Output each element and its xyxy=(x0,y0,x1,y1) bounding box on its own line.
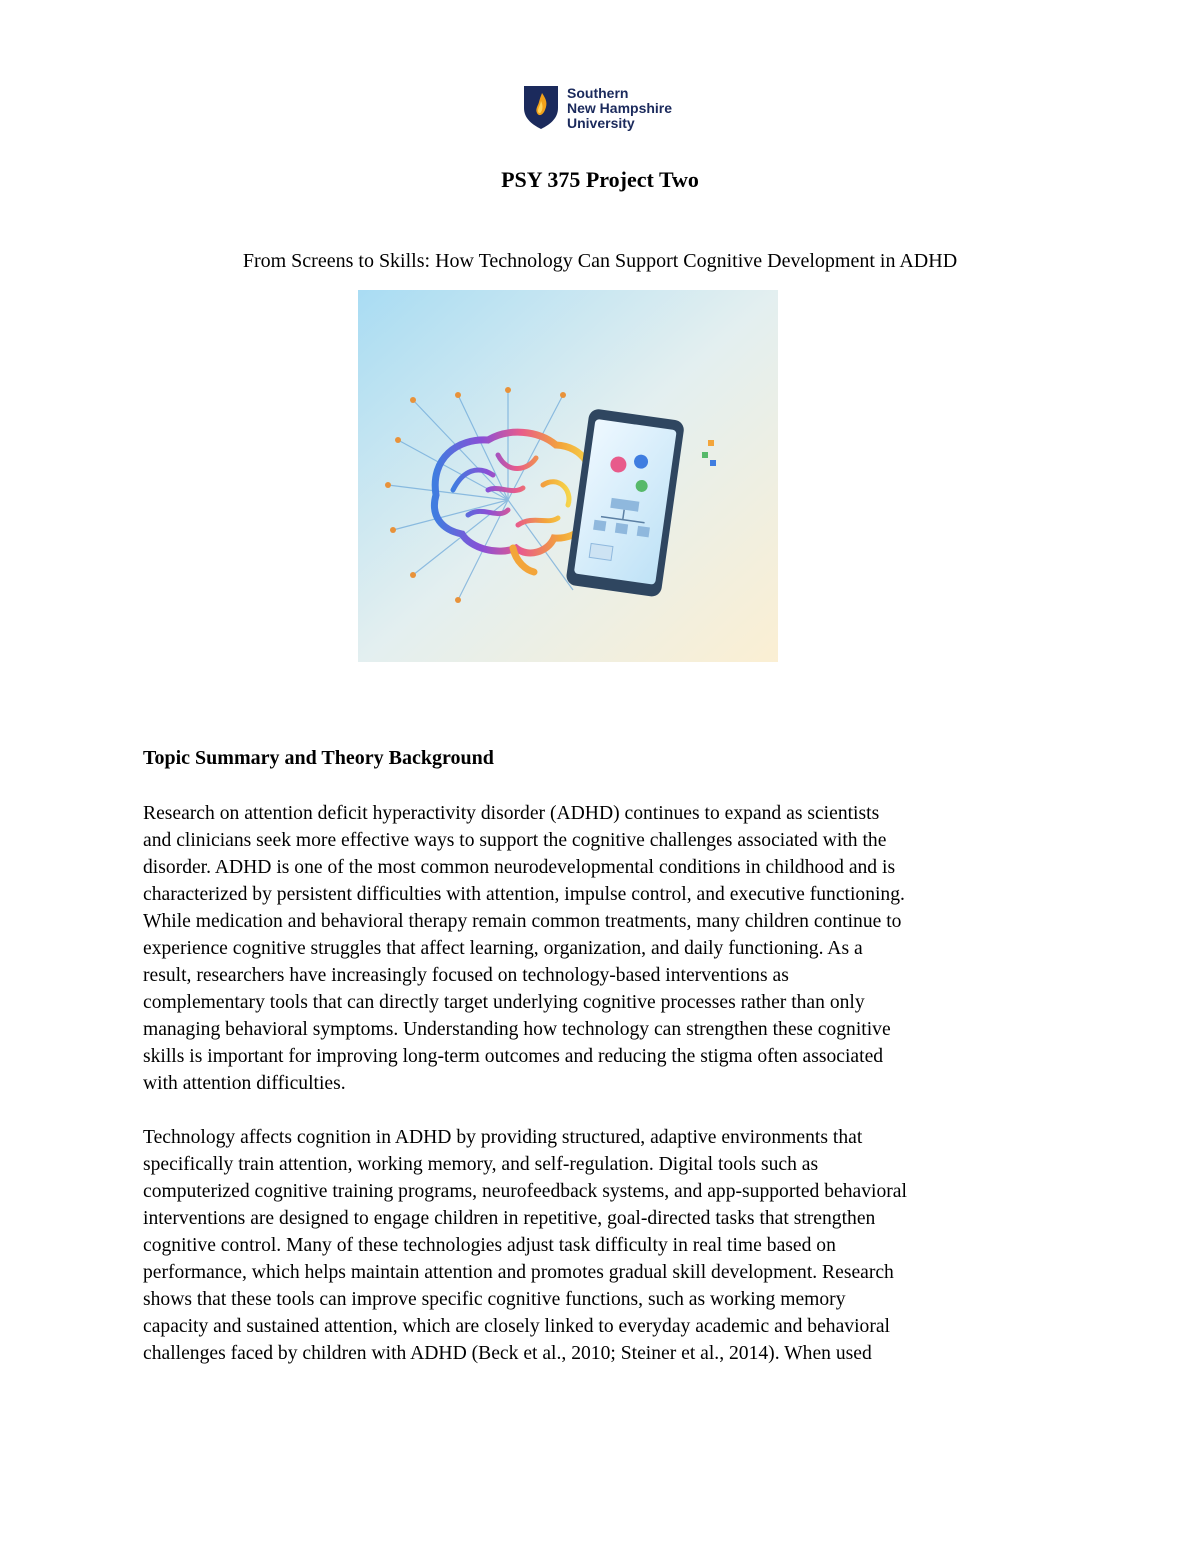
document-title: PSY 375 Project Two xyxy=(501,167,699,192)
paragraph-line: managing behavioral symptoms. Understanding how technology can strengthen these cognitive xyxy=(143,1019,891,1040)
paragraph-line: complementary tools that can directly target underlying cognitive processes rather than only xyxy=(143,992,865,1013)
logo-line-3: University xyxy=(567,115,635,131)
paragraph-line: computerized cognitive training programs, neurofeedback systems, and app-supported behavioral xyxy=(143,1181,907,1202)
paragraph-line: cognitive control. Many of these technologies adjust task difficulty in real time based on xyxy=(143,1235,836,1256)
shield-flame-icon xyxy=(521,84,561,130)
paragraph-line: specifically train attention, working memory, and self-regulation. Digital tools such as xyxy=(143,1154,819,1175)
hero-image xyxy=(358,290,778,662)
paragraph-line: performance, which helps maintain attention and promotes gradual skill development. Research xyxy=(143,1262,894,1283)
paragraph-2 xyxy=(143,1124,1063,1367)
document-subtitle: From Screens to Skills: How Technology Can Support Cognitive Development in ADHD xyxy=(242,250,958,272)
paragraph-line: result, researchers have increasingly focused on technology-based interventions as xyxy=(143,965,789,986)
paragraph-line: Research on attention deficit hyperactivity disorder (ADHD) continues to expand as scientists xyxy=(143,803,880,824)
paragraph-line: capacity and sustained attention, which are closely linked to everyday academic and behavioral xyxy=(143,1316,890,1337)
logo-line-1: Southern xyxy=(567,85,629,101)
logo-line-2: New Hampshire xyxy=(567,100,673,116)
brain-tablet-illustration-icon xyxy=(358,290,778,662)
paragraph-1 xyxy=(143,800,1063,1097)
university-logo xyxy=(521,84,691,136)
paragraph-line: Technology affects cognition in ADHD by providing structured, adaptive environments that xyxy=(143,1127,863,1148)
paragraph-line: skills is important for improving long-term outcomes and reducing the stigma often associated xyxy=(143,1046,884,1067)
paragraph-line: disorder. ADHD is one of the most common neurodevelopmental conditions in childhood and is xyxy=(143,857,896,878)
paragraph-line: interventions are designed to engage children in repetitive, goal-directed tasks that strengthen xyxy=(143,1208,876,1229)
section-heading: Topic Summary and Theory Background xyxy=(143,747,494,769)
paragraph-line: with attention difficulties. xyxy=(143,1073,346,1094)
paragraph-line: and clinicians seek more effective ways to support the cognitive challenges associated with the xyxy=(143,830,887,851)
paragraph-line: characterized by persistent difficulties with attention, impulse control, and executive functioning. xyxy=(143,884,905,905)
paragraph-line: challenges faced by children with ADHD (Beck et al., 2010; Steiner et al., 2014). When used xyxy=(143,1343,872,1364)
paragraph-line: While medication and behavioral therapy remain common treatments, many children continue to xyxy=(143,911,902,932)
paragraph-line: shows that these tools can improve specific cognitive functions, such as working memory xyxy=(143,1289,846,1310)
paragraph-line: experience cognitive struggles that affect learning, organization, and daily functioning. As a xyxy=(143,938,863,959)
